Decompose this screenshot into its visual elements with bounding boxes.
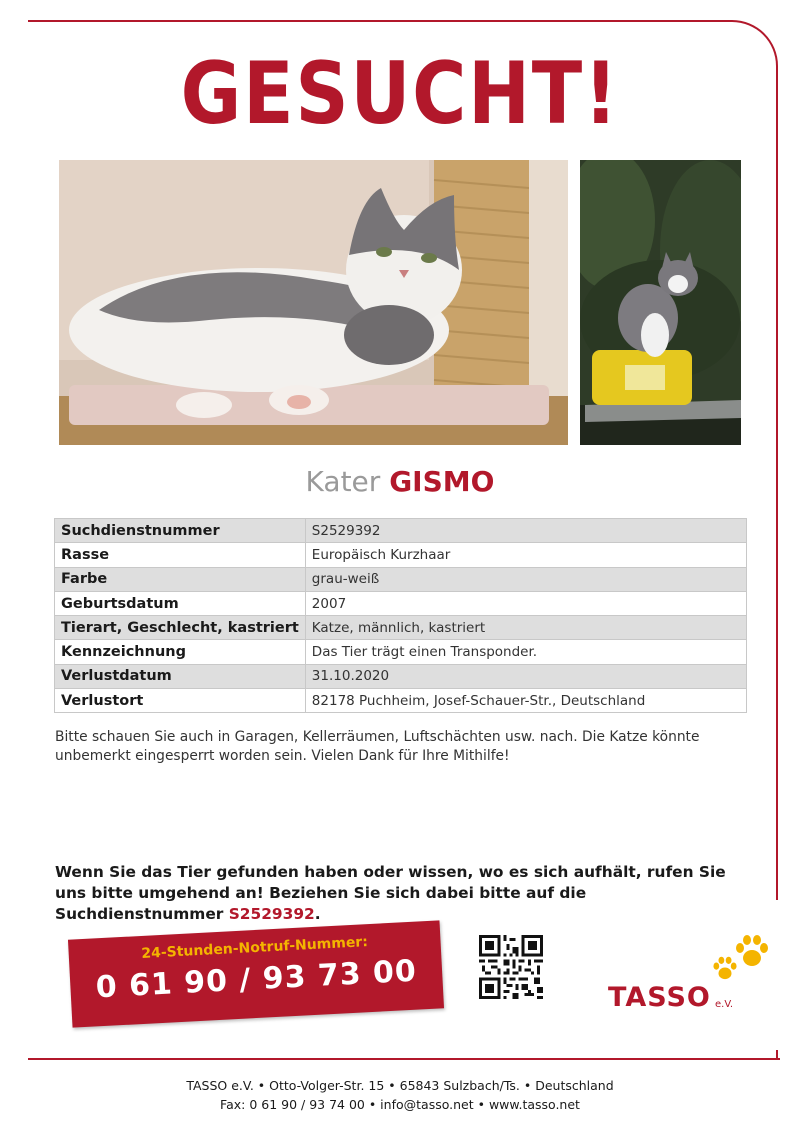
animal-name: GISMO <box>389 465 495 498</box>
paw-icon <box>712 956 738 982</box>
detail-value: Katze, männlich, kastriert <box>305 616 746 640</box>
qr-code-icon[interactable] <box>479 935 543 999</box>
detail-value: 31.10.2020 <box>305 664 746 688</box>
detail-label: Geburtsdatum <box>55 591 306 615</box>
logo-suffix: e.V. <box>715 999 734 1010</box>
search-note: Bitte schauen Sie auch in Garagen, Kellerräumen, Luftschächten usw. nach. Die Katze könnte unbemerkt eingesperrt worden sein. Vielen Dank für Ihre Mithilfe! <box>55 729 700 764</box>
hotline-label: 24-Stunden-Notruf-Nummer: <box>141 934 369 962</box>
details-table <box>54 518 747 713</box>
detail-value: Europäisch Kurzhaar <box>305 543 746 567</box>
table-row <box>55 664 747 688</box>
footer-contact: Fax: 0 61 90 / 93 74 00 • info@tasso.net • www.tasso.net <box>220 1097 580 1112</box>
contact-callout <box>55 862 755 925</box>
table-row <box>55 591 747 615</box>
paw-icon <box>734 934 770 970</box>
detail-label: Verlustort <box>55 689 306 713</box>
detail-label: Suchdienstnummer <box>55 519 306 543</box>
logo-name: TASSO <box>608 982 711 1013</box>
footer <box>0 1076 800 1114</box>
detail-label: Farbe <box>55 567 306 591</box>
detail-label: Kennzeichnung <box>55 640 306 664</box>
cat-photo-sitting <box>580 160 741 445</box>
detail-value: grau-weiß <box>305 567 746 591</box>
table-row <box>55 616 747 640</box>
headline: GESUCHT! <box>180 44 620 144</box>
hotline-number[interactable]: 0 61 90 / 93 73 00 <box>94 953 418 1006</box>
table-row <box>55 519 747 543</box>
detail-value: Das Tier trägt einen Transponder. <box>305 640 746 664</box>
animal-title <box>0 462 800 502</box>
frame-bottom-line <box>28 1058 780 1060</box>
detail-label: Tierart, Geschlecht, kastriert <box>55 616 306 640</box>
tasso-logo <box>606 930 776 1025</box>
table-row <box>55 640 747 664</box>
detail-value: 82178 Puchheim, Josef-Schauer-Str., Deutschland <box>305 689 746 713</box>
table-row <box>55 567 747 591</box>
callout-end: . <box>314 905 321 923</box>
callout-text: Wenn Sie das Tier gefunden haben oder wissen, wo es sich aufhält, rufen Sie uns bitte umgehend an! Beziehen Sie sich dabei bitte auf die Suchdienstnummer <box>55 863 726 923</box>
cat-photo-lying <box>59 160 568 445</box>
detail-value: 2007 <box>305 591 746 615</box>
detail-label: Rasse <box>55 543 306 567</box>
table-row <box>55 543 747 567</box>
animal-prefix: Kater <box>305 465 381 498</box>
footer-address: TASSO e.V. • Otto-Volger-Str. 15 • 65843 Sulzbach/Ts. • Deutschland <box>186 1078 614 1093</box>
detail-label: Verlustdatum <box>55 664 306 688</box>
callout-search-id: S2529392 <box>228 905 315 923</box>
detail-value: S2529392 <box>305 519 746 543</box>
table-row <box>55 689 747 713</box>
